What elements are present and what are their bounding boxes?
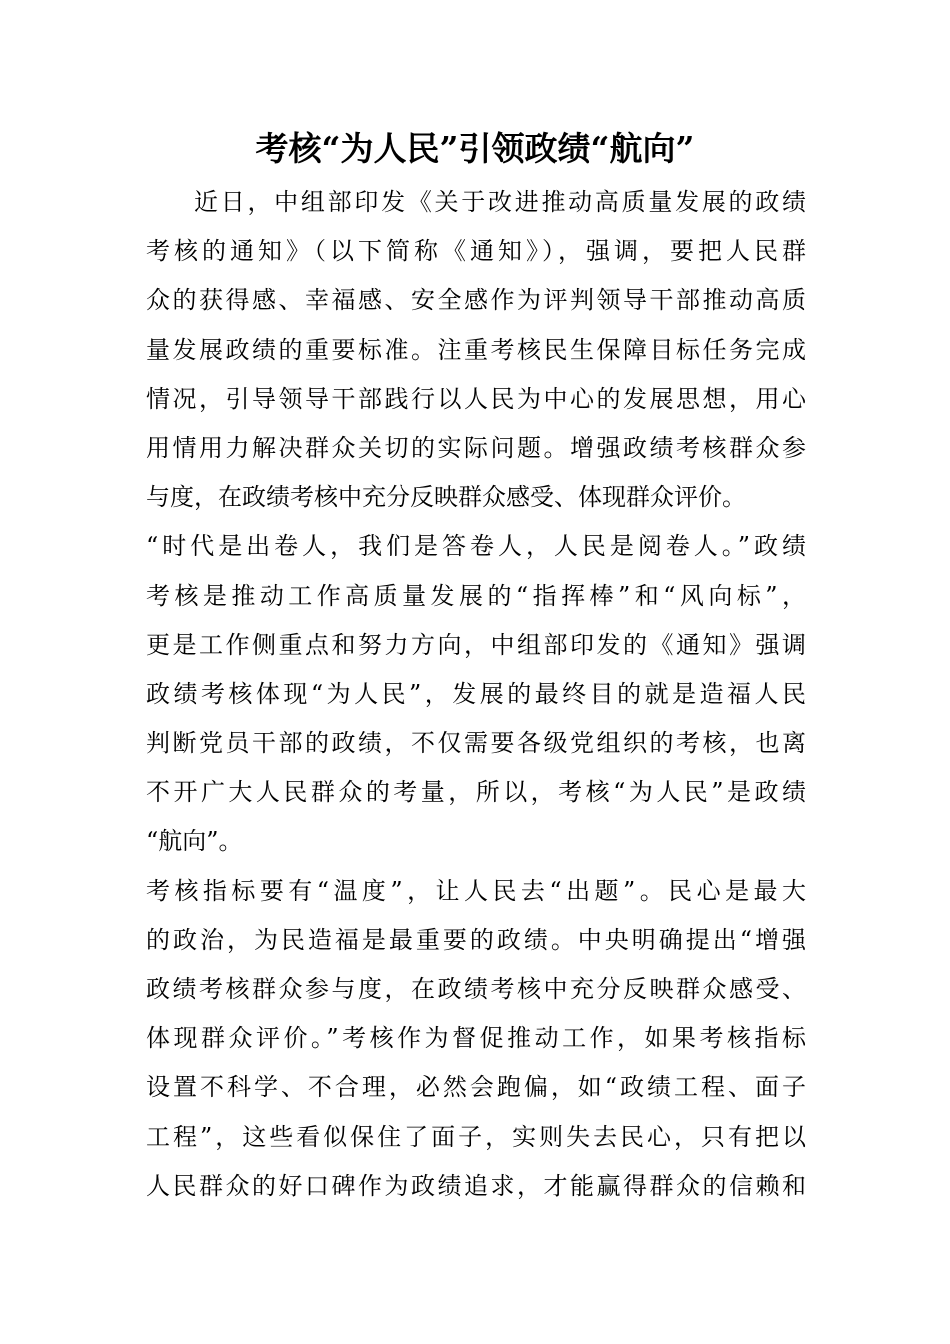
body-line: 设置不科学、不合理，必然会跑偏，如“政绩工程、面子 [146, 1073, 806, 1102]
document-body [146, 178, 806, 1211]
body-line: 不开广大人民群众的考量，所以，考核“为人民”是政绩 [146, 778, 806, 807]
body-line: “航向”。 [146, 827, 243, 856]
body-line: “时代是出卷人，我们是答卷人，人民是阅卷人。”政绩 [146, 532, 806, 561]
body-line: 政绩考核体现“为人民”，发展的最终目的就是造福人民 [146, 679, 806, 708]
body-line: 用情用力解决群众关切的实际问题。增强政绩考核群众参 [146, 433, 806, 462]
document-title: 考核“为人民”引领政绩“航向” [255, 129, 695, 168]
body-line: 情况，引导领导干部践行以人民为中心的发展思想，用心 [146, 384, 806, 413]
body-line: 近日，中组部印发《关于改进推动高质量发展的政绩 [194, 188, 806, 216]
body-line: 量发展政绩的重要标准。注重考核民生保障目标任务完成 [146, 335, 806, 364]
body-line: 考核指标要有“温度”，让人民去“出题”。民心是最大 [146, 876, 806, 905]
body-line: 体现群众评价。”考核作为督促推动工作，如果考核指标 [146, 1024, 806, 1053]
body-line: 与度，在政绩考核中充分反映群众感受、体现群众评价。 [146, 483, 746, 512]
body-line: 政绩考核群众参与度，在政绩考核中充分反映群众感受、 [146, 975, 806, 1003]
body-line: 更是工作侧重点和努力方向，中组部印发的《通知》强调 [146, 630, 806, 659]
body-line: 工程”，这些看似保住了面子，实则失去民心，只有把以 [146, 1122, 806, 1151]
body-line: 人民群众的好口碑作为政绩追求，才能赢得群众的信赖和 [146, 1171, 806, 1200]
body-line: 判断党员干部的政绩，不仅需要各级党组织的考核，也离 [146, 729, 806, 758]
body-line: 众的获得感、幸福感、安全感作为评判领导干部推动高质 [146, 286, 806, 315]
body-line: 考核的通知》（以下简称《通知》），强调，要把人民群 [146, 237, 806, 266]
body-line: 考核是推动工作高质量发展的“指挥棒”和“风向标”， [146, 581, 806, 610]
body-line: 的政治，为民造福是最重要的政绩。中央明确提出“增强 [146, 925, 806, 954]
